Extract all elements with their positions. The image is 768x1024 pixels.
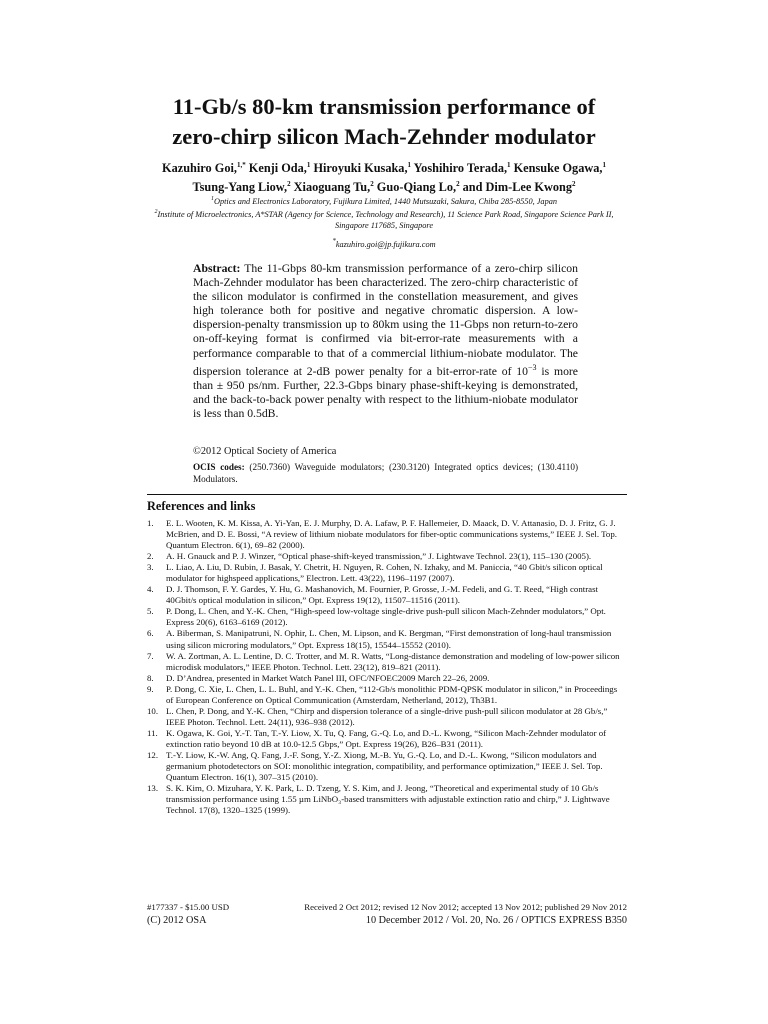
reference-item [147,783,625,816]
abstract-text-a: The 11-Gbps 80-km transmission performance of a zero-chirp silicon Mach-Zehnder modulator has been characterized. The zero-chirp characteristic of the silicon modulator is confirmed in the constellation measurement, and gives high tolerance both for positive and negative chromatic dispersion. A low-dispersion-penalty transmission up to 80km using the 11-Gbps non return-to-zero on-off-keying format is confirmed via bit-error-rate measurements with a performance comparable to that of a commercial lithium-niobate modulator. The dispersion tolerance at 2-dB power penalty for a bit-error-rate of 10 [193,262,578,378]
reference-text: P. Dong, C. Xie, L. Chen, L. L. Buhl, and Y.-K. Chen, “112-Gb/s monolithic PDM-QPSK modulator in silicon,” in Proceedings of European Conference on Optical Communication (Amsterdam, Netherland, 2012), Th3B1. [166,683,618,705]
reference-number: 3. [147,562,154,573]
abstract-text-b: is more than ± 950 ps/nm. Further, 22.3-Gbps binary phase-shift-keying is demonstrated, and the back-to-back power penalty with respect to the lithium-niobate modulator is less than 0.5dB. [193,364,578,420]
reference-number: 7. [147,650,154,661]
reference-item [147,750,625,783]
affiliation-2-marker: 2 [154,208,158,215]
author-list [140,157,628,195]
author-affiliation-marker: 1 [407,161,412,169]
reference-number: 13. [147,783,159,794]
ocis-codes [193,462,578,486]
author-affiliation-marker: 1 [507,161,511,169]
reference-text: K. Ogawa, K. Goi, Y.-T. Tan, T.-Y. Liow, X. Tu, Q. Fang, G.-Q. Lo, and D.-L. Kwong, “Silicon Mach-Zehnder modulator of extinction ratio beyond 10 dB at 10.0-12.5 Gbps,” Opt. Express 19(26), B26–B31 (2011). [166,727,607,749]
reference-number: 5. [147,606,154,617]
footer-dates: Received 2 Oct 2012; revised 12 Nov 2012; accepted 13 Nov 2012; published 29 Nov 2012 [304,902,627,912]
reference-item [147,518,625,551]
email-link[interactable]: kazuhiro.goi@jp.fujikura.com [335,239,436,249]
footer-manuscript-id: #177337 - $15.00 USD [147,902,230,912]
reference-item [147,706,625,728]
author-name: Xiaoguang Tu, [290,180,371,195]
author-name: Kazuhiro Goi, [162,161,237,176]
reference-text: L. Chen, P. Dong, and Y.-K. Chen, “Chirp and dispersion tolerance of a single-drive push-pull silicon modulator at 28 Gb/s,” IEEE Photon. Technol. Lett. 24(11), 936–938 (2012). [166,705,608,727]
reference-text: P. Dong, L. Chen, and Y.-K. Chen, “High-speed low-voltage single-drive push-pull silicon Mach-Zehnder modulators,” Opt. Express 20(6), 6163–6169 (2012). [166,606,606,628]
footer-journal: 10 December 2012 / Vol. 20, No. 26 / OPTICS EXPRESS B350 [365,915,627,926]
reference-item [147,684,625,706]
affiliations [150,194,618,231]
reference-item [147,673,625,684]
author-name: Kenji Oda, [245,161,307,176]
reference-text: W. A. Zortman, A. L. Lentine, D. C. Trotter, and M. R. Watts, “Long-distance demonstration and modeling of low-power silicon microdisk modulators,” IEEE Photon. Technol. Lett. 23(12), 819–821 (2011). [166,650,620,672]
reference-number: 1. [147,518,154,528]
reference-text: S. K. Kim, O. Mizuhara, Y. K. Park, L. D. Tzeng, Y. S. Kim, and J. Jeong, “Theoretical and experimental study of 10 Gb/s transmission performance using 1.55 µm LiNbO₃-based transmitters with adjustable extinction ratio and chirp,” J. Lightwave Technol. 17(8), 1320–1325 (1999). [166,783,610,816]
ocis-text: (250.7360) Waveguide modulators; (230.3120) Integrated optics devices; (130.4110) Modulators. [193,462,579,484]
affiliation-2-text: Institute of Microelectronics, A*STAR (Agency for Science, Technology and Research), 11 Science Park Road, Singapore Science Park II, Singapore 117685, Singapore [157,209,614,230]
reference-number: 10. [147,705,159,716]
reference-text: T.-Y. Liow, K.-W. Ang, Q. Fang, J.-F. Song, Y.-Z. Xiong, M.-B. Yu, G.-Q. Lo, and D.-L. Kwong, “Silicon modulators and germanium photodetectors on SOI: monolithic integration, compatibility, and performance optimization,” IEEE J. Sel. Top. Quantum Electron. 16(1), 307–315 (2010). [166,749,603,783]
email-marker: * [332,238,336,245]
reference-number: 6. [147,628,154,639]
affiliation-1-text: Optics and Electronics Laboratory, Fujikura Limited, 1440 Mutsuzaki, Sakura, Chiba 285-8550, Japan [213,196,558,206]
reference-text: L. Liao, A. Liu, D. Rubin, J. Basak, Y. Chetrit, H. Nguyen, R. Cohen, N. Izhaky, and M. Paniccia, “40 Gbit/s silicon optical modulator for highspeed applications,” Electron. Lett. 43(22), 1196–1197 (2007). [166,562,603,584]
reference-text: D. D’Andrea, presented in Market Watch Panel III, OFC/NFOEC2009 March 22–26, 2009. [166,672,490,683]
reference-text: D. J. Thomson, F. Y. Gardes, Y. Hu, G. Mashanovich, M. Fournier, P. Grosse, J.-M. Fedeli, and G. T. Reed, “High contrast 40Gbit/s optical modulation in silicon,” Opt. Express 19(12), 11507–11516 (2011). [166,584,599,606]
footer-copyright: (C) 2012 OSA [147,915,207,926]
abstract [193,262,578,421]
reference-number: 2. [147,551,154,562]
title-line-1: 11-Gb/s 80-km transmission performance of [172,94,596,119]
reference-item [147,628,625,650]
author-affiliation-marker: 1,* [236,161,246,169]
abstract-label: Abstract: [193,262,241,275]
reference-text: A. Biberman, S. Manipatruni, N. Ophir, L. Chen, M. Lipson, and K. Bergman, “First demonstration of long-haul transmission using silicon microring modulators,” Opt. Express 18(15), 15544–15552 (2010). [166,628,612,650]
affiliation-1-marker: 1 [210,196,214,202]
affiliation-2 [150,207,618,231]
reference-number: 11. [147,727,158,738]
author-affiliation-marker: 2 [370,180,374,189]
author-affiliation-marker: 2 [571,180,576,189]
reference-item [147,551,625,562]
author-name: Guo-Qiang Lo, [373,180,457,195]
author-affiliation-marker: 1 [306,161,311,169]
reference-item [147,728,625,750]
reference-item [147,562,625,584]
reference-number: 8. [147,672,154,683]
author-name: Tsung-Yang Liow, [192,180,288,195]
reference-number: 4. [147,584,154,595]
affiliation-1 [150,194,618,207]
abstract-exponent: −3 [528,362,537,372]
reference-item [147,606,625,628]
reference-item [147,584,625,606]
copyright-notice: ©2012 Optical Society of America [193,446,337,457]
author-affiliation-marker: 1 [602,161,606,169]
author-name: Yoshihiro Terada, [411,161,508,176]
author-name: Hiroyuki Kusaka, [310,161,408,176]
authors-line-1 [140,157,628,176]
reference-text: A. H. Gnauck and P. J. Winzer, “Optical phase-shift-keyed transmission,” J. Lightwave Technol. 23(1), 115–130 (2005). [166,551,592,562]
author-name: and Dim-Lee Kwong [459,180,572,195]
reference-number: 9. [147,683,154,694]
reference-number: 12. [147,749,159,760]
author-affiliation-marker: 2 [287,180,291,189]
references-heading: References and links [147,494,627,514]
author-affiliation-marker: 2 [456,180,460,189]
authors-line-2 [140,176,628,195]
reference-list [147,518,625,816]
corresponding-email [150,236,618,250]
reference-item [147,651,625,673]
title-line-2: zero-chirp silicon Mach-Zehnder modulator [172,124,596,149]
paper-title [140,92,628,152]
ocis-label: OCIS codes: [193,462,245,472]
reference-text: E. L. Wooten, K. M. Kissa, A. Yi-Yan, E. J. Murphy, D. A. Lafaw, P. F. Hallemeier, D. Maack, D. V. Attanasio, D. J. Fritz, G. J. McBrien, and D. E. Bossi, “A review of lithium niobate modulators for fiber-optic communications systems,” IEEE J. Sel. Top. Quantum Electron. 6(1), 69–82 (2000). [166,518,617,551]
author-name: Kensuke Ogawa, [510,161,603,176]
